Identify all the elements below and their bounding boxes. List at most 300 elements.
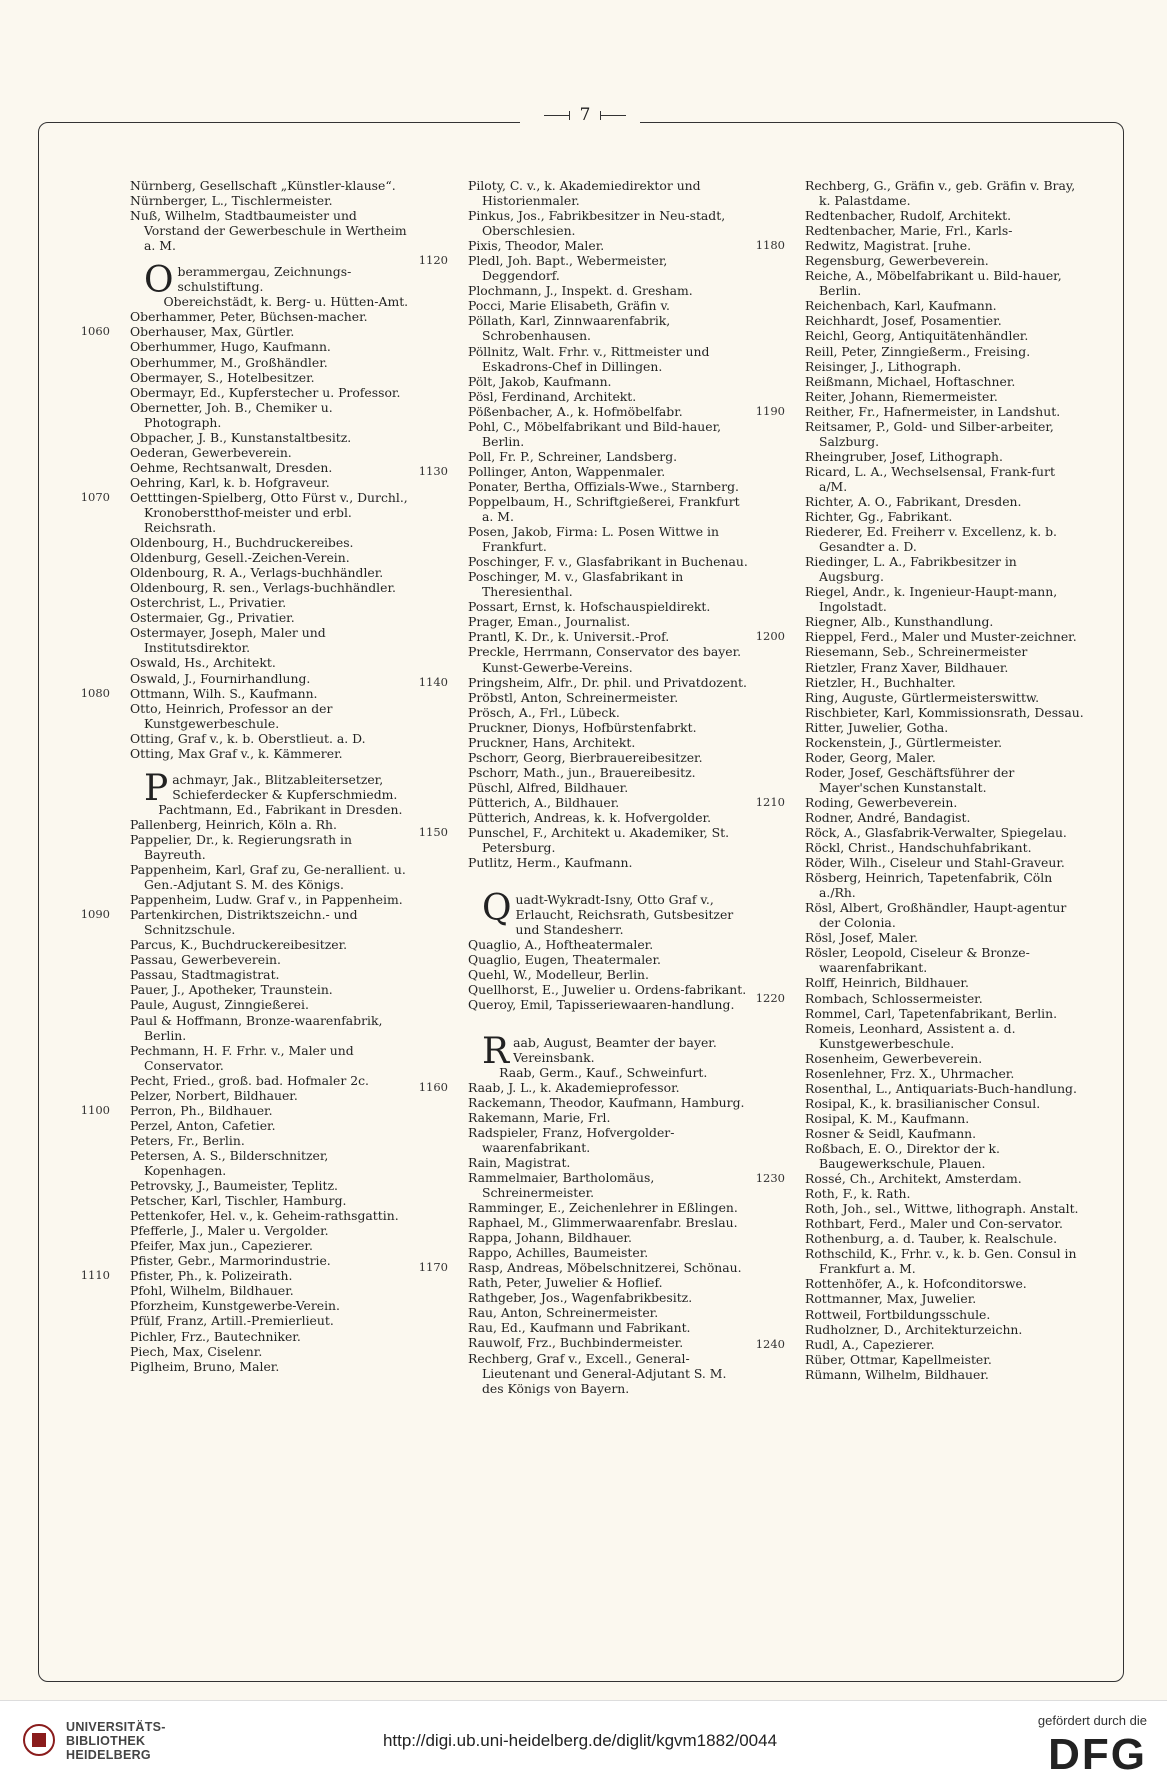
entry-text: Riegner, Alb., Kunsthandlung. <box>805 614 994 630</box>
list-item <box>805 268 1085 298</box>
entry-text: Rothenburg, a. d. Tauber, k. Realschule. <box>805 1231 1058 1247</box>
entry-text: Pauer, J., Apotheker, Traunstein. <box>130 982 333 998</box>
list-item <box>468 283 748 298</box>
entry-text: uadt-Wykradt-Isny, Otto Graf v., Erlaucht, Reichsrath, Gutsbesitzer und Standesherr. <box>515 892 734 938</box>
list-item <box>468 1200 748 1215</box>
entry-text: Roder, Josef, Geschäftsführer der Mayer'schen Kunstanstalt. <box>805 764 1015 795</box>
list-item <box>468 937 748 952</box>
entry-text: Reisinger, J., Lithograph. <box>805 358 962 374</box>
list-item <box>468 1245 748 1260</box>
entry-text: Pappenheim, Karl, Graf zu, Ge-nerallient. u. Gen.-Adjutant S. M. des Königs. <box>130 862 406 893</box>
list-item <box>130 1133 410 1148</box>
list-item <box>468 374 748 389</box>
drop-cap: O <box>144 260 174 302</box>
list-item <box>130 565 410 580</box>
list-item <box>805 178 1085 208</box>
list-item <box>130 731 410 746</box>
list-item <box>805 690 1085 705</box>
entry-text: Pecht, Fried., groß. bad. Hofmaler 2c. <box>130 1072 369 1088</box>
entry-text: Rösberg, Heinrich, Tapetenfabrik, Cöln a./Rh. <box>805 870 1053 901</box>
list-item <box>130 370 410 385</box>
entry-text: Röder, Wilh., Ciseleur und Stahl-Graveur. <box>805 855 1065 871</box>
list-item <box>130 1013 410 1043</box>
ornament-right <box>600 115 626 116</box>
entry-number: 1150 <box>418 825 448 840</box>
list-item <box>130 385 410 400</box>
list-item <box>468 1320 748 1335</box>
list-item <box>468 494 748 524</box>
list-item <box>805 298 1085 313</box>
entry-text: Reichl, Georg, Antiquitätenhändler. <box>805 328 1029 344</box>
list-item <box>805 1186 1085 1201</box>
entry-text: Oldenbourg, H., Buchdruckereibes. <box>130 535 354 551</box>
source-url-link[interactable]: http://digi.ub.uni-heidelberg.de/diglit/kgvm1882/0044 <box>382 1731 778 1750</box>
list-item <box>805 825 1085 840</box>
entry-text: Ostermaier, Gg., Privatier. <box>130 610 295 626</box>
list-item <box>130 1313 410 1328</box>
list-item <box>130 610 410 625</box>
entry-text: Oswald, Hs., Architekt. <box>130 655 276 671</box>
list-item <box>805 344 1085 359</box>
entry-number: 1060 <box>80 324 110 339</box>
list-item <box>468 1351 748 1396</box>
entry-text: Roding, Gewerbeverein. <box>805 794 958 810</box>
entry-text: Richter, A. O., Fabrikant, Dresden. <box>805 493 1022 509</box>
list-item <box>130 400 410 430</box>
list-item <box>805 449 1085 464</box>
entry-number: 1160 <box>418 1079 448 1094</box>
entry-text: Rosenheim, Gewerbeverein. <box>805 1050 983 1066</box>
list-item <box>805 509 1085 524</box>
list-item <box>468 644 748 674</box>
list-item <box>468 997 748 1012</box>
list-item <box>130 655 410 670</box>
entry-text: Oehme, Rechtsanwalt, Dresden. <box>130 459 333 475</box>
entry-text: Pelzer, Norbert, Bildhauer. <box>130 1087 298 1103</box>
entry-text: Petersen, A. S., Bilderschnitzer, Kopenhagen. <box>130 1147 329 1178</box>
entry-text: Rau, Ed., Kaufmann und Fabrikant. <box>468 1320 691 1336</box>
entry-text: Pallenberg, Heinrich, Köln a. Rh. <box>130 816 337 832</box>
entry-text: Obpacher, J. B., Kunstanstaltbesitz. <box>130 429 352 445</box>
list-item <box>805 614 1085 629</box>
list-item <box>468 810 748 825</box>
list-item <box>805 840 1085 855</box>
sponsor-caption: gefördert durch die <box>1037 1713 1147 1728</box>
entry-text: Poll, Fr. P., Schreiner, Landsberg. <box>468 448 678 464</box>
entry-text: Pfister, Ph., k. Polizeirath. <box>130 1268 293 1284</box>
entry-text: Rakemann, Marie, Frl. <box>468 1109 611 1125</box>
list-item <box>805 374 1085 389</box>
entry-text: Rauwolf, Frz., Buchbindermeister. <box>468 1335 684 1351</box>
list-item <box>130 1329 410 1344</box>
entry-text: Rösl, Albert, Großhändler, Haupt-agentur der Colonia. <box>805 900 1067 931</box>
entry-text: Rottmanner, Max, Juwelier. <box>805 1291 977 1307</box>
entry-text: Pocci, Marie Elisabeth, Gräfin v. <box>468 298 670 314</box>
entry-text: Rosipal, K., k. brasilianischer Consul. <box>805 1095 1041 1111</box>
entry-text: Roßbach, E. O., Direktor der k. Baugewerkschule, Plauen. <box>805 1141 1000 1172</box>
list-item <box>468 1305 748 1320</box>
list-item <box>130 1253 410 1268</box>
list-item <box>130 294 410 309</box>
entry-text: Reichenbach, Karl, Kaufmann. <box>805 298 997 314</box>
list-item <box>805 735 1085 750</box>
entry-text: Rietzler, H., Buchhalter. <box>805 674 956 690</box>
list-item <box>805 765 1085 795</box>
list-item <box>805 675 1085 690</box>
list-item <box>755 794 1085 810</box>
list-item <box>468 765 748 780</box>
list-item <box>130 339 410 354</box>
list-item <box>130 1238 410 1253</box>
entry-text: Riegel, Andr., k. Ingenieur-Haupt-mann, Ingolstadt. <box>805 584 1058 615</box>
list-item <box>755 238 1085 254</box>
entry-text: Redtenbacher, Marie, Frl., Karls- <box>805 223 1013 239</box>
entry-text: Pfeifer, Max jun., Capezierer. <box>130 1238 313 1254</box>
list-item <box>468 208 748 238</box>
list-item <box>130 967 410 982</box>
entry-text: Ramminger, E., Zeichenlehrer in Eßlingen. <box>468 1200 738 1216</box>
entry-text: Regensburg, Gewerbeverein. <box>805 253 989 269</box>
entry-text: Nürnberg, Gesellschaft „Künstler-klause“. <box>130 178 396 193</box>
list-item <box>805 1111 1085 1126</box>
list-item <box>130 1043 410 1073</box>
list-item <box>418 674 748 690</box>
list-item <box>130 595 410 610</box>
list-item <box>805 1216 1085 1231</box>
entry-text: Reill, Peter, Zinngießerm., Freising. <box>805 343 1031 359</box>
entry-text: Parcus, K., Buchdruckereibesitzer. <box>130 937 348 953</box>
entry-text: Oswald, J., Fournirhandlung. <box>130 670 311 686</box>
list-item <box>468 178 748 208</box>
list-item <box>468 1215 748 1230</box>
list-item <box>468 735 748 750</box>
entry-text: Riedinger, L. A., Fabrikbesitzer in Augsburg. <box>805 554 1017 585</box>
entry-text: Rackemann, Theodor, Kaufmann, Hamburg. <box>468 1094 745 1110</box>
entry-text: Rothschild, K., Frhr. v., k. b. Gen. Consul in Frankfurt a. M. <box>805 1246 1077 1277</box>
list-item <box>130 355 410 370</box>
entry-text: Pohl, C., Möbelfabrikant und Bild-hauer, Berlin. <box>468 418 722 449</box>
entry-number: 1090 <box>80 907 110 922</box>
entry-text: Oederan, Gewerbeverein. <box>130 444 292 460</box>
entry-text: Passau, Stadtmagistrat. <box>130 967 280 983</box>
entry-text: Rietzler, Franz Xaver, Bildhauer. <box>805 659 1009 675</box>
entry-text: Rappo, Achilles, Baumeister. <box>468 1245 649 1261</box>
list-item <box>805 1126 1085 1141</box>
entry-text: Pfülf, Franz, Artill.-Premierlieut. <box>130 1313 334 1329</box>
entry-text: Ring, Auguste, Gürtlermeisterswittw. <box>805 689 1040 705</box>
drop-cap: P <box>144 767 169 809</box>
entry-text: Pollinger, Anton, Wappenmaler. <box>468 463 666 479</box>
entry-text: Paul & Hoffmann, Bronze-waarenfabrik, Berlin. <box>130 1012 383 1043</box>
list-item <box>130 862 410 892</box>
entry-number: 1080 <box>80 685 110 700</box>
entry-text: Preckle, Herrmann, Conservator des bayer. Kunst-Gewerbe-Vereins. <box>468 644 742 675</box>
list-item <box>805 313 1085 328</box>
footer-bar <box>0 1700 1167 1786</box>
ornament-left <box>544 115 570 116</box>
entry-text: Reiter, Johann, Riemermeister. <box>805 388 998 404</box>
entry-text: Pappelier, Dr., k. Regierungsrath in Bayreuth. <box>130 831 352 863</box>
entry-text: Obernetter, Joh. B., Chemiker u. Photograph. <box>130 399 333 430</box>
list-item <box>805 1141 1085 1171</box>
list-item <box>468 1230 748 1245</box>
list-item <box>80 685 410 701</box>
entry-text: Riesemann, Seb., Schreinermeister <box>805 644 1028 660</box>
list-item <box>80 489 410 536</box>
list-item <box>805 945 1085 975</box>
entry-text: Otting, Graf v., k. b. Oberstlieut. a. D. <box>130 730 366 746</box>
entry-text: Piloty, C. v., k. Akademiedirektor und Historienmaler. <box>468 178 701 209</box>
entry-text: Rosenthal, L., Antiquariats-Buch-handlung. <box>805 1080 1077 1096</box>
entry-text: Oldenbourg, R. sen., Verlags-buchhändler. <box>130 580 396 596</box>
entry-text: Ritter, Juwelier, Gotha. <box>805 719 949 735</box>
entry-text: achmayr, Jak., Blitzableitersetzer, Schieferdecker & Kupferschmiedm. <box>172 771 398 802</box>
list-item <box>805 1307 1085 1322</box>
entry-text: Rappa, Johann, Bildhauer. <box>468 1230 632 1246</box>
list-item <box>805 855 1085 870</box>
university-seal-icon <box>22 1723 56 1757</box>
list-item <box>468 479 748 494</box>
entry-text: Pschorr, Math., jun., Brauereibesitz. <box>468 764 696 780</box>
entry-text: Piglheim, Bruno, Maler. <box>130 1358 280 1374</box>
drop-cap: Q <box>482 888 512 930</box>
entry-text: Poschinger, F. v., Glasfabrikant in Buchenau. <box>468 554 748 570</box>
list-item <box>468 1335 748 1350</box>
entry-text: Rechberg, Graf v., Excell., General-Lieutenant und General-Adjutant S. M. des Königs von Bayern. <box>468 1350 727 1396</box>
list-item <box>805 524 1085 554</box>
entry-text: aab, August, Beamter der bayer. Vereinsbank. <box>513 1034 717 1065</box>
entry-text: Obermayr, Ed., Kupferstecher u. Professor. <box>130 384 401 400</box>
list-item <box>130 580 410 595</box>
list-item <box>130 535 410 550</box>
list-item <box>130 671 410 686</box>
entry-text: Rau, Anton, Schreinermeister. <box>468 1305 659 1321</box>
list-item <box>468 982 748 997</box>
entry-text: Pöllnitz, Walt. Frhr. v., Rittmeister und Eskadrons-Chef in Dillingen. <box>468 343 710 374</box>
entry-text: Pütterich, Andreas, k. k. Hofvergolder. <box>468 809 712 825</box>
entry-number: 1180 <box>755 238 785 253</box>
entry-number: 1170 <box>418 1260 448 1275</box>
list-item <box>130 309 410 324</box>
list-item <box>130 892 410 907</box>
list-item <box>468 404 748 419</box>
list-item <box>80 1102 410 1118</box>
list-item <box>130 1359 410 1374</box>
list-item <box>805 810 1085 825</box>
list-item <box>130 1088 410 1103</box>
entry-text: Raab, J. L., k. Akademieprofessor. <box>468 1079 680 1095</box>
entry-text: Pinkus, Jos., Fabrikbesitzer in Neu-stadt, Oberschlesien. <box>468 208 726 239</box>
entry-number: 1230 <box>755 1171 785 1186</box>
list-item <box>805 253 1085 268</box>
entry-text: Otto, Heinrich, Professor an der Kunstgewerbeschule. <box>130 700 333 731</box>
list-item <box>418 463 748 479</box>
entry-text: Nürnberger, L., Tischlermeister. <box>130 193 333 209</box>
entry-text: Rudholzner, D., Architekturzeichn. <box>805 1321 1023 1337</box>
entry-text: Prantl, K. Dr., k. Universit.-Prof. <box>468 629 670 645</box>
entry-text: Rheingruber, Josef, Lithograph. <box>805 448 1003 464</box>
entry-text: Richter, Gg., Fabrikant. <box>805 509 953 525</box>
entry-text: Rottenhöfer, A., k. Hofconditorswe. <box>805 1276 1027 1292</box>
entry-text: Oberhauser, Max, Gürtler. <box>130 324 295 340</box>
list-item <box>805 389 1085 404</box>
list-item <box>130 193 410 208</box>
list-item <box>468 1275 748 1290</box>
entry-text: Pettenkofer, Hel. v., k. Geheim-rathsgattin. <box>130 1208 399 1224</box>
entry-text: Rümann, Wilhelm, Bildhauer. <box>805 1366 989 1382</box>
entry-text: Pfister, Gebr., Marmorindustrie. <box>130 1253 331 1269</box>
entry-text: Reiche, A., Möbelfabrikant u. Bild-hauer, Berlin. <box>805 268 1062 299</box>
library-name: UNIVERSITÄTS- BIBLIOTHEK HEIDELBERG <box>66 1720 166 1762</box>
list-item <box>805 1051 1085 1066</box>
entry-text: Oldenburg, Gesell.-Zeichen-Verein. <box>130 550 350 566</box>
entry-text: Raphael, M., Glimmerwaarenfabr. Breslau. <box>468 1215 738 1231</box>
entry-number: 1100 <box>80 1102 110 1117</box>
list-item <box>130 430 410 445</box>
list-item <box>468 554 748 569</box>
entry-text: Ottmann, Wilh. S., Kaufmann. <box>130 685 318 701</box>
list-item <box>130 746 410 761</box>
column-3 <box>755 178 1085 1382</box>
entry-text: Romeis, Leonhard, Assistent a. d. Kunstgewerbeschule. <box>805 1020 1016 1051</box>
list-item <box>468 1155 748 1170</box>
entry-text: Oberhammer, Peter, Büchsen-macher. <box>130 309 368 325</box>
list-item <box>805 1276 1085 1291</box>
list-item <box>468 888 748 938</box>
list-item <box>130 832 410 862</box>
list-item <box>805 1291 1085 1306</box>
list-item <box>130 997 410 1012</box>
entry-text: Radspieler, Franz, Hofvergolder-waarenfabrikant. <box>468 1124 675 1155</box>
list-item <box>805 494 1085 509</box>
list-item <box>805 1231 1085 1246</box>
list-item <box>468 419 748 449</box>
list-item <box>130 952 410 967</box>
entry-text: Rommel, Carl, Tapetenfabrikant, Berlin. <box>805 1005 1058 1021</box>
entry-text: Rechberg, G., Gräfin v., geb. Gräfin v. Bray, k. Palastdame. <box>805 178 1076 209</box>
list-item <box>468 238 748 253</box>
list-item <box>468 1065 748 1080</box>
entry-text: Quellhorst, E., Juwelier u. Ordens-fabrikant. <box>468 982 747 998</box>
list-item <box>468 1125 748 1155</box>
entry-text: Pappenheim, Ludw. Graf v., in Pappenheim. <box>130 892 403 908</box>
list-item <box>805 900 1085 930</box>
entry-text: Redwitz, Magistrat. [ruhe. <box>805 238 972 254</box>
list-item <box>130 1344 410 1359</box>
entry-text: Pöllath, Karl, Zinnwaarenfabrik, Schrobenhausen. <box>468 313 671 344</box>
entry-text: Rosipal, K. M., Kaufmann. <box>805 1110 970 1126</box>
drop-cap: R <box>482 1030 510 1072</box>
entry-text: Oetttingen-Spielberg, Otto Fürst v., Durchl., Kronoberstthof-meister und erbl. Reichsrath. <box>130 489 408 536</box>
entry-text: Rockenstein, J., Gürtlermeister. <box>805 734 1003 750</box>
entry-text: Passau, Gewerbeverein. <box>130 952 281 968</box>
entry-text: Obereichstädt, k. Berg- u. Hütten-Amt. <box>163 294 409 310</box>
list-item <box>468 298 748 313</box>
entry-text: Roder, Georg, Maler. <box>805 749 936 765</box>
list-item <box>130 475 410 490</box>
list-item <box>805 750 1085 765</box>
entry-number: 1140 <box>418 674 448 689</box>
entry-text: Riederer, Ed. Freiherr v. Excellenz, k. b. Gesandter a. D. <box>805 524 1057 555</box>
list-item <box>805 464 1085 494</box>
dfg-logo: DFG <box>1048 1730 1147 1779</box>
entry-text: Pütterich, A., Bildhauer. <box>468 794 620 810</box>
entry-text: Nuß, Wilhelm, Stadtbaumeister und Vorstand der Gewerbeschule in Wertheim a. M. <box>130 208 407 254</box>
entry-text: Rischbieter, Karl, Kommissionsrath, Dessau. <box>805 704 1084 720</box>
list-item <box>805 419 1085 449</box>
entry-text: Rasp, Andreas, Möbelschnitzerei, Schönau. <box>468 1260 742 1276</box>
list-item <box>468 690 748 705</box>
entry-text: Pechmann, H. F. Frhr. v., Maler und Conservator. <box>130 1042 354 1073</box>
list-item <box>468 795 748 810</box>
entry-text: Rossé, Ch., Architekt, Amsterdam. <box>805 1171 1022 1187</box>
entry-text: Poppelbaum, H., Schriftgießerei, Frankfurt a. M. <box>468 493 740 525</box>
list-item <box>755 403 1085 419</box>
list-item <box>805 1096 1085 1111</box>
entry-text: Peters, Fr., Berlin. <box>130 1132 245 1148</box>
entry-text: Petrovsky, J., Baumeister, Teplitz. <box>130 1178 338 1194</box>
list-item <box>805 1246 1085 1276</box>
entry-text: Plochmann, J., Inspekt. d. Gresham. <box>468 283 693 299</box>
entry-text: Quehl, W., Modelleur, Berlin. <box>468 967 649 983</box>
entry-text: Perron, Ph., Bildhauer. <box>130 1102 273 1118</box>
entry-text: Roth, F., k. Rath. <box>805 1186 911 1202</box>
entry-text: Pringsheim, Alfr., Dr. phil. und Privatdozent. <box>468 674 747 690</box>
entry-text: Rösler, Leopold, Ciseleur & Bronze-waarenfabrikant. <box>805 945 1030 976</box>
list-item <box>805 208 1085 223</box>
entry-text: Rolff, Heinrich, Bildhauer. <box>805 975 969 991</box>
entry-text: Osterchrist, L., Privatier. <box>130 595 287 611</box>
list-item <box>755 629 1085 645</box>
list-item <box>130 1073 410 1088</box>
list-item <box>130 445 410 460</box>
column-2 <box>418 178 748 1396</box>
entry-text: Pfohl, Wilhelm, Bildhauer. <box>130 1283 294 1299</box>
entry-text: Raab, Germ., Kauf., Schweinfurt. <box>499 1064 708 1080</box>
list-item <box>130 1178 410 1193</box>
entry-text: Rain, Magistrat. <box>468 1154 571 1170</box>
list-item <box>468 629 748 644</box>
list-item <box>418 1260 748 1276</box>
list-item <box>805 870 1085 900</box>
list-item <box>468 569 748 599</box>
entry-number: 1220 <box>755 990 785 1005</box>
list-item <box>80 1268 410 1284</box>
list-item <box>418 1079 748 1095</box>
entry-number: 1200 <box>755 629 785 644</box>
list-item <box>468 389 748 404</box>
list-item <box>805 975 1085 990</box>
list-item <box>805 1367 1085 1382</box>
list-item <box>468 599 748 614</box>
entry-text: Roth, Joh., sel., Wittwe, lithograph. Anstalt. <box>805 1201 1079 1217</box>
entry-text: Oberhummer, M., Großhändler. <box>130 354 328 370</box>
list-item <box>468 614 748 629</box>
list-item <box>468 705 748 720</box>
entry-text: Queroy, Emil, Tapisseriewaaren-handlung. <box>468 997 735 1013</box>
list-item <box>755 990 1085 1006</box>
list-item <box>805 644 1085 659</box>
list-item <box>805 328 1085 343</box>
entry-text: Oehring, Karl, k. b. Hofgraveur. <box>130 474 330 490</box>
entry-text: Partenkirchen, Distriktszeichn.- und Schnitzschule. <box>130 907 358 938</box>
entry-text: Rothbart, Ferd., Maler und Con-servator. <box>805 1216 1063 1232</box>
list-item <box>805 930 1085 945</box>
entry-text: Oldenbourg, R. A., Verlags-buchhändler. <box>130 565 384 581</box>
list-item <box>805 359 1085 374</box>
list-item <box>805 1081 1085 1096</box>
list-item <box>468 1095 748 1110</box>
